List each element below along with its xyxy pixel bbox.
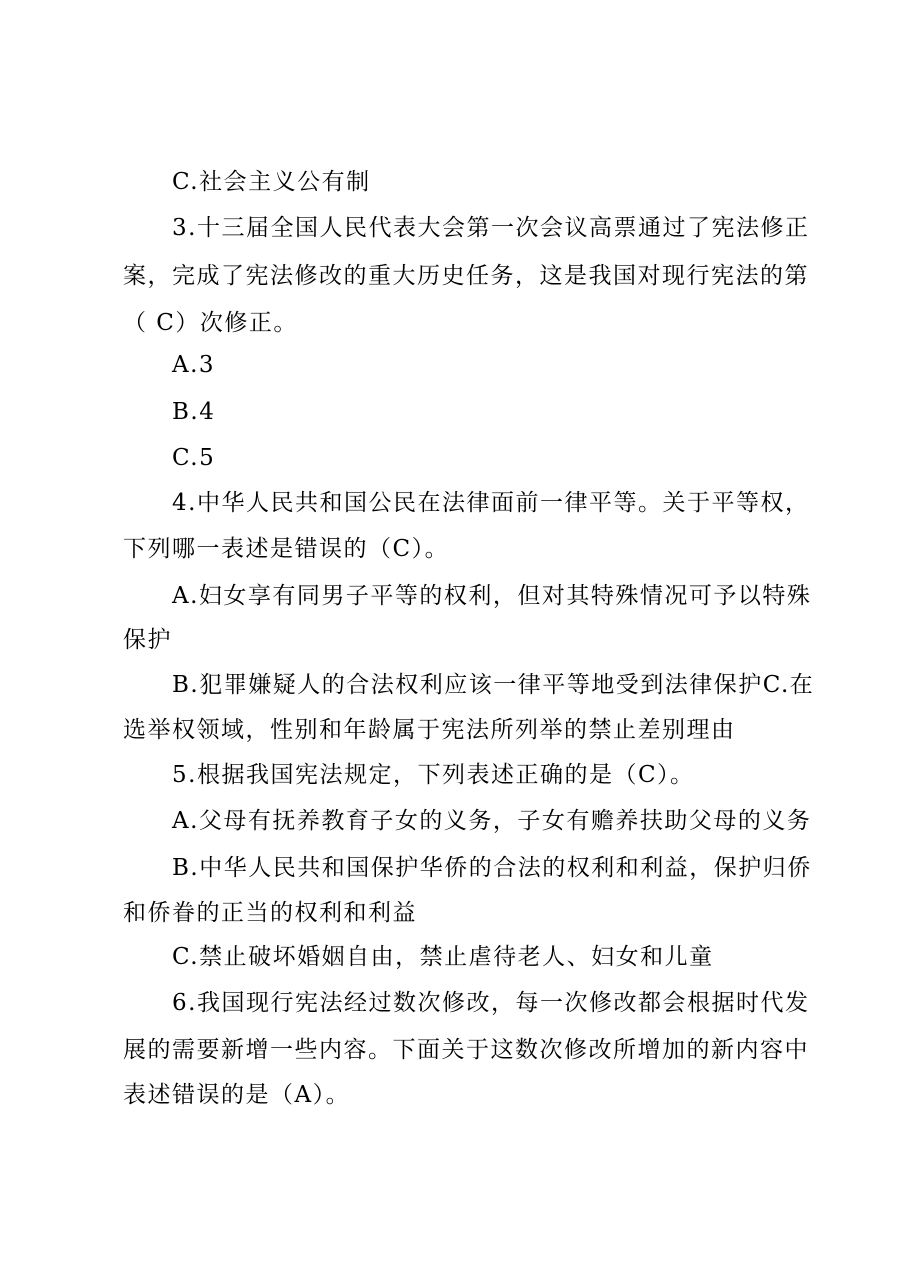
question-4-line-2: 下列哪一表述是错误的（C）。: [123, 536, 450, 562]
question-3-option-c: C.5: [172, 445, 216, 471]
question-5-line-1: 5.根据我国宪法规定，下列表述正确的是（C）。: [172, 762, 695, 788]
question-4-option-b-line-1: B.犯罪嫌疑人的合法权利应该一律平等地受到法律保护C.在: [172, 672, 815, 698]
question-4-option-a-line-2: 保护: [123, 627, 172, 653]
question-3-option-b: B.4: [172, 399, 216, 425]
question-3-line-1: 3.十三届全国人民代表大会第一次会议高票通过了宪法修正: [172, 215, 810, 241]
question-6-line-2: 展的需要新增一些内容。下面关于这数次修改所增加的新内容中: [123, 1037, 809, 1063]
question-4-option-b-line-2: 选举权领域，性别和年龄属于宪法所列举的禁止差别理由: [123, 717, 736, 743]
question-5-option-b-line-2: 和侨眷的正当的权利和利益: [123, 900, 417, 926]
question-3-line-2: 案，完成了宪法修改的重大历史任务，这是我国对现行宪法的第: [123, 263, 809, 289]
question-3-option-a: A.3: [172, 352, 216, 378]
question-5-option-b-line-1: B.中华人民共和国保护华侨的合法的权利和利益，保护归侨: [172, 855, 812, 881]
question-3-line-3: （ C）次修正。: [123, 310, 298, 336]
question-5-option-a: A.父母有抚养教育子女的义务，子女有赡养扶助父母的义务: [172, 808, 812, 834]
question-6-line-1: 6.我国现行宪法经过数次修改，每一次修改都会根据时代发: [172, 990, 810, 1016]
question-5-option-c: C.禁止破坏婚姻自由，禁止虐待老人、妇女和儿童: [172, 944, 714, 970]
question-4-option-a-line-1: A.妇女享有同男子平等的权利，但对其特殊情况可予以特殊: [172, 583, 812, 609]
question-4-line-1: 4.中华人民共和国公民在法律面前一律平等。关于平等权，: [172, 490, 810, 516]
option-c-socialist-public-ownership: C.社会主义公有制: [172, 169, 371, 195]
question-6-line-3: 表述错误的是（A）。: [123, 1082, 351, 1108]
